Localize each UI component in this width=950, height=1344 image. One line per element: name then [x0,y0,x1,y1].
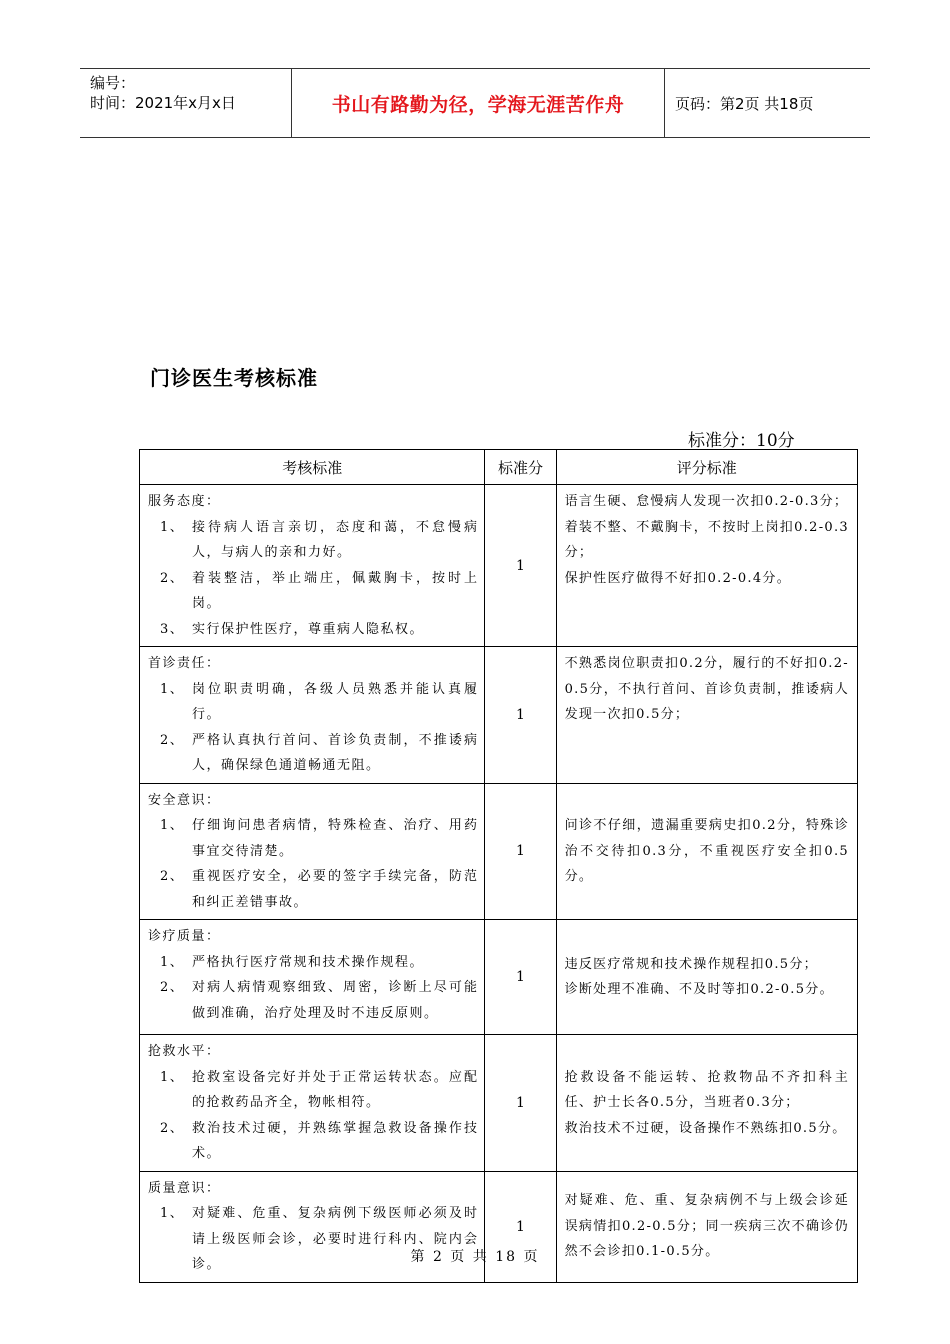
criteria-cell [140,783,485,920]
header-rules: 评分标准 [556,450,857,485]
criteria-item [148,1201,478,1278]
rules-cell [556,783,857,920]
criteria-item-text: 严格认真执行首问、首诊负责制，不推诿病人，确保绿色通道畅通无阻。 [192,732,479,773]
rules-cell [556,485,857,647]
page-footer: 第 2 页 共 18 页 [410,1249,540,1265]
criteria-item [148,1065,478,1116]
criteria-item-text: 岗位职责明确，各级人员熟悉并能认真履行。 [192,681,479,722]
criteria-item-text: 对疑难、危重、复杂病例下级医师必须及时请上级医师会诊，必要时进行科内、院内会诊。 [192,1206,479,1272]
criteria-item [148,566,478,617]
header-motto: 书山有路勤为径，学海无涯苦作舟 [292,69,665,137]
criteria-item-text: 抢救室设备完好并处于正常运转状态。应配的抢救药品齐全，物帐相符。 [192,1069,479,1110]
criteria-item-text: 严格执行医疗常规和技术操作规程。 [192,954,425,970]
criteria-cell [140,920,485,1035]
header-meta [80,69,292,137]
criteria-item-number: 1、 [160,681,185,697]
criteria-category: 质量意识： [148,1180,221,1196]
rule-line: 救治技术不过硬，设备操作不熟练扣0.5分。 [564,1120,847,1136]
rule-line: 诊断处理不准确、不及时等扣0.2-0.5分。 [564,982,834,997]
header-score: 标准分 [485,450,556,485]
criteria-cell [140,485,485,647]
score-cell: 1 [485,647,556,784]
criteria-item [148,950,478,976]
criteria-item-text: 对病人病情观察细致、周密，诊断上尽可能做到准确，治疗处理及时不违反原则。 [192,980,479,1021]
criteria-item-number: 2、 [160,1120,185,1136]
criteria-cell [140,1035,485,1172]
criteria-item-number: 2、 [160,980,185,995]
criteria-item-number: 1、 [160,954,185,970]
score-cell: 1 [485,485,556,647]
criteria-category: 首诊责任： [148,656,221,671]
standard-score: 标准分：10分 [688,431,795,451]
criteria-item-number: 2、 [160,732,185,748]
score-cell: 1 [485,920,556,1035]
criteria-item [148,515,478,566]
criteria-item-text: 仔细询问患者病情，特殊检查、治疗、用药事宜交待清楚。 [192,818,479,859]
page-header [80,68,870,138]
criteria-category: 诊疗质量： [148,929,221,944]
rule-line: 保护性医疗做得不好扣0.2-0.4分。 [564,570,792,586]
criteria-item [148,617,478,643]
table-row [140,783,858,920]
rule-line: 对疑难、危、重、复杂病例不与上级会诊延误病情扣0.2-0.5分；同一疾病三次不确诊仍然不会诊扣0.1-0.5分。 [564,1193,849,1260]
criteria-item-number: 1、 [160,818,185,833]
criteria-item-number: 1、 [160,1069,185,1085]
rules-cell [556,920,857,1035]
criteria-category: 抢救水平： [148,1044,221,1059]
criteria-item-text: 接待病人语言亲切，态度和蔼，不怠慢病人，与病人的亲和力好。 [192,519,479,560]
criteria-item-number: 2、 [160,869,185,884]
criteria-item [148,864,478,915]
criteria-category: 安全意识： [148,792,221,808]
criteria-item-text: 救治技术过硬，并熟练掌握急救设备操作技术。 [192,1120,479,1161]
criteria-cell [140,647,485,784]
criteria-item-text: 着装整洁，举止端庄，佩戴胸卡，按时上岗。 [192,570,479,611]
criteria-item-number: 2、 [160,570,185,586]
table-header-row [140,450,858,485]
criteria-item [148,1116,478,1167]
criteria-item-number: 1、 [160,1206,185,1221]
criteria-item [148,813,478,864]
criteria-item-text: 实行保护性医疗，尊重病人隐私权。 [192,621,425,637]
header-criteria: 考核标准 [140,450,485,485]
number-label: 编号： [90,74,136,92]
date-label: 时间：2021年x月x日 [90,94,236,112]
criteria-category: 服务态度： [148,494,221,509]
rule-line: 着装不整、不戴胸卡，不按时上岗扣0.2-0.3分； [564,519,849,560]
table-row [140,1035,858,1172]
rule-line: 不熟悉岗位职责扣0.2分，履行的不好扣0.2-0.5分，不执行首问、首诊负责制，推诿病人发现一次扣0.5分； [564,656,849,722]
score-cell: 1 [485,1171,556,1282]
document-title: 门诊医生考核标准 [150,366,318,390]
criteria-item [148,975,478,1026]
header-page-label: 页码：第2页 共18页 [675,94,814,113]
score-cell: 1 [485,1035,556,1172]
score-cell: 1 [485,783,556,920]
criteria-item-number: 3、 [160,621,185,637]
rule-line: 违反医疗常规和技术操作规程扣0.5分； [564,956,818,972]
rules-cell [556,647,857,784]
criteria-item [148,677,478,728]
rule-line: 问诊不仔细，遗漏重要病史扣0.2分，特殊诊治不交待扣0.3分，不重视医疗安全扣0.5分。 [564,818,849,884]
rule-line: 抢救设备不能运转、抢救物品不齐扣科主任、护士长各0.5分，当班者0.3分； [564,1069,849,1110]
criteria-item-text: 重视医疗安全，必要的签字手续完备，防范和纠正差错事故。 [192,869,479,910]
assessment-table [139,449,858,1283]
table-row [140,647,858,784]
criteria-item-number: 1、 [160,519,185,535]
table-row [140,485,858,647]
rule-line: 语言生硬、怠慢病人发现一次扣0.2-0.3分； [564,494,849,509]
criteria-item [148,728,478,779]
rules-cell [556,1035,857,1172]
table-row [140,920,858,1035]
